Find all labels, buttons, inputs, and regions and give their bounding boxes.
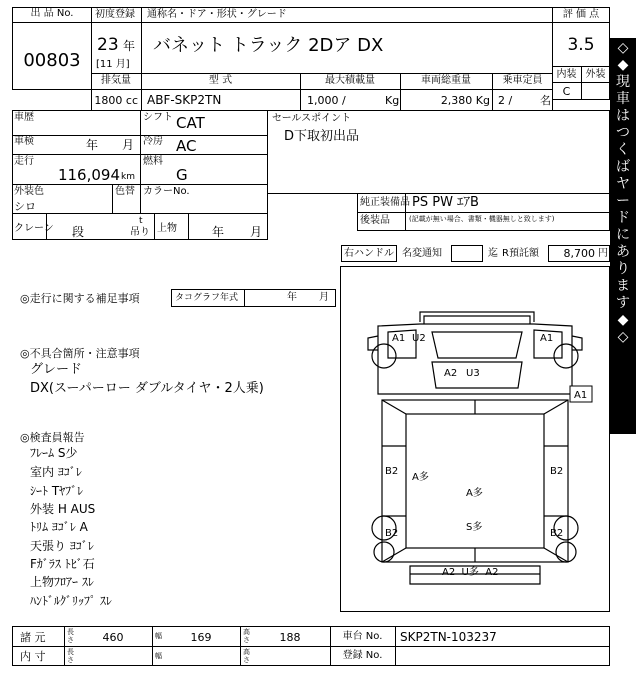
history-label: 車歴	[14, 112, 34, 123]
mark-side-right: A1	[574, 390, 588, 401]
model-label: 型 式	[208, 75, 233, 86]
banner-char: り	[616, 261, 630, 277]
max-load-unit: Kg	[385, 94, 400, 107]
displacement: 1800 cc	[94, 94, 138, 107]
inspector-line: 外装 H AUS	[30, 502, 96, 516]
height: 188	[279, 631, 301, 644]
interior-label: 内装	[556, 69, 577, 80]
crane-ton: t	[139, 216, 143, 226]
first-reg-year-unit: 年	[123, 39, 136, 53]
interior-dims-label: 内 寸	[20, 650, 46, 663]
lot-no: 00803	[23, 50, 81, 71]
width-label: 幅	[155, 632, 162, 640]
gross-weight-label: 車両総重量	[421, 75, 471, 86]
tacho-month: 月	[319, 292, 329, 303]
length-label: 長さ	[67, 628, 74, 644]
driving-remarks-label: ◎走行に関する補足事項	[20, 292, 140, 305]
banner-char: ◇	[617, 329, 629, 345]
banner-char: ◆	[617, 312, 629, 328]
aftermarket-note: (記載が無い場合、書類・機器無しと致します)	[409, 215, 555, 223]
inspection-year: 年	[86, 138, 99, 152]
mark-cab-u: U3	[466, 368, 480, 379]
ac: AC	[176, 137, 197, 155]
lot-no-label: 出 品 No.	[30, 8, 74, 19]
loading-year: 年	[212, 225, 225, 239]
chassis-label: 車台 No.	[342, 631, 383, 642]
mark-rear-left-b: B2	[385, 528, 399, 539]
name-change-box	[451, 245, 483, 262]
defects-label: ◎不具合箇所・注意事項	[20, 347, 140, 360]
standard-equip: PS PW ｴｱB	[412, 195, 479, 210]
interior-score: C	[562, 85, 571, 98]
grade-score: 3.5	[567, 35, 595, 55]
r-deposit-label: R預託額	[502, 248, 539, 259]
crane-lift: 吊り	[130, 227, 150, 238]
banner-char: あ	[616, 244, 630, 260]
max-load-label: 最大積載量	[325, 75, 375, 86]
loading-month: 月	[250, 225, 263, 239]
banner-char: ば	[616, 159, 630, 175]
banner-char: ヤ	[616, 176, 630, 192]
inspector-line: 室内 ﾖｺﾞﾚ	[30, 465, 82, 479]
banner-char: つ	[616, 125, 630, 141]
ext-color: シロ	[14, 200, 36, 213]
lot-no-cell	[12, 7, 92, 90]
fuel: G	[176, 166, 188, 184]
banner-char: ◆	[617, 57, 629, 73]
mark-bed-left-a: A多	[412, 472, 429, 483]
inspector-line: ﾌﾚｰﾑ S少	[30, 446, 78, 460]
model: ABF-SKP2TN	[147, 93, 222, 107]
int-length-label: 長さ	[67, 648, 74, 664]
registration-label: 登録 No.	[342, 650, 383, 661]
banner-char: 現	[616, 74, 630, 90]
inspector-line: ﾊﾝﾄﾞﾙｸﾞﾘｯﾌﾟ ｽﾚ	[30, 594, 112, 608]
fuel-label: 燃料	[143, 156, 163, 167]
mark-front-right: A1	[540, 333, 554, 344]
standard-equip-label: 純正装備品	[360, 197, 410, 208]
int-height-label: 高さ	[243, 648, 250, 664]
mark-rear-right-b: B2	[550, 528, 564, 539]
first-reg-month: [11 月]	[96, 59, 130, 70]
shift-label: シフト	[143, 112, 173, 123]
height-label: 高さ	[243, 628, 250, 644]
crane-stage: 段	[72, 225, 85, 239]
inspector-label: ◎検査員報告	[20, 431, 85, 444]
length: 460	[102, 631, 124, 644]
r-deposit-unit: 円	[598, 248, 608, 259]
tacho-year: 年	[287, 292, 297, 303]
banner-char: ド	[616, 210, 630, 226]
ext-color-label: 外装色	[14, 186, 44, 197]
mark-bed-center-s: S多	[466, 522, 483, 533]
exterior-label: 外装	[585, 69, 606, 80]
gross-weight: 2,380 Kg	[440, 94, 490, 107]
displacement-label: 排気量	[101, 75, 131, 86]
mark-cab-a: A2	[444, 368, 458, 379]
banner-char: ー	[616, 193, 630, 209]
mileage: 116,094	[57, 166, 120, 184]
max-load: 1,000 /	[307, 94, 346, 107]
inspector-line: ﾄﾘﾑ ﾖｺﾞﾚ A	[30, 520, 88, 534]
defect-line: グレード	[30, 362, 83, 377]
tacho-label: タコグラフ年式	[175, 293, 239, 303]
banner-char: は	[616, 108, 630, 124]
crane-label: クレーン	[14, 223, 54, 234]
inspector-line: Fｶﾞﾗｽ ﾄﾋﾞ石	[30, 557, 95, 571]
mark-rear: A2 U多 A2	[442, 567, 499, 578]
mileage-unit: km	[121, 172, 135, 182]
inspection-label: 車検	[14, 136, 34, 147]
mark-front-left: A1	[392, 333, 406, 344]
mark-bed-right-b: B2	[550, 466, 564, 477]
right-handle: 右ハンドル	[344, 248, 394, 259]
banner-char: ま	[616, 278, 630, 294]
capacity: 2 /	[498, 94, 513, 107]
first-reg-year: 23	[97, 35, 119, 55]
color-change-label: 色替	[115, 186, 135, 197]
specs-dims-label: 諸 元	[20, 631, 46, 644]
capacity-label: 乗車定員	[502, 75, 543, 86]
name-change-label: 名変通知	[402, 248, 442, 259]
banner-char: 車	[616, 91, 630, 107]
banner-char: く	[616, 142, 630, 158]
inspector-line: 上物ﾌﾛｱｰ ｽﾚ	[30, 575, 94, 589]
aftermarket-label: 後装品	[360, 215, 390, 226]
width: 169	[190, 631, 212, 644]
defect-line: DX(スーパーロー ダブルタイヤ・2人乗)	[30, 381, 264, 396]
return-label: 迄	[488, 248, 498, 259]
first-reg-label: 初度登録	[95, 9, 135, 20]
grade-label: 評 価 点	[562, 9, 600, 20]
mark-bed-left-b: B2	[385, 466, 399, 477]
yard-location-banner	[610, 38, 636, 434]
truck-damage-diagram	[340, 266, 610, 612]
int-width-label: 幅	[155, 652, 162, 660]
shift: CAT	[176, 114, 205, 132]
car-name-label: 通称名・ドア・形状・グレード	[147, 9, 287, 20]
mark-front-center: U2	[412, 333, 426, 344]
banner-char: ◇	[617, 40, 629, 56]
loading-label: 上物	[157, 223, 177, 234]
banner-char: す	[616, 295, 630, 311]
mark-bed-center-a: A多	[466, 488, 483, 499]
ac-label: 冷房	[143, 136, 163, 147]
sales-point: D下取初出品	[284, 129, 360, 144]
color-code-label: カラーNo.	[143, 186, 190, 197]
car-name: バネット トラック 2Dア DX	[153, 35, 384, 56]
inspector-line: ｼｰﾄ Tﾔﾌﾞﾚ	[30, 484, 84, 498]
banner-char: に	[616, 227, 630, 243]
inspection-month: 月	[122, 138, 135, 152]
r-deposit: 8,700	[563, 247, 595, 260]
capacity-unit: 名	[540, 94, 551, 107]
sales-point-label: セールスポイント	[272, 113, 352, 124]
chassis-no: SKP2TN-103237	[400, 630, 497, 644]
inspector-line: 天張り ﾖｺﾞﾚ	[30, 539, 94, 553]
mileage-label: 走行	[14, 156, 34, 167]
